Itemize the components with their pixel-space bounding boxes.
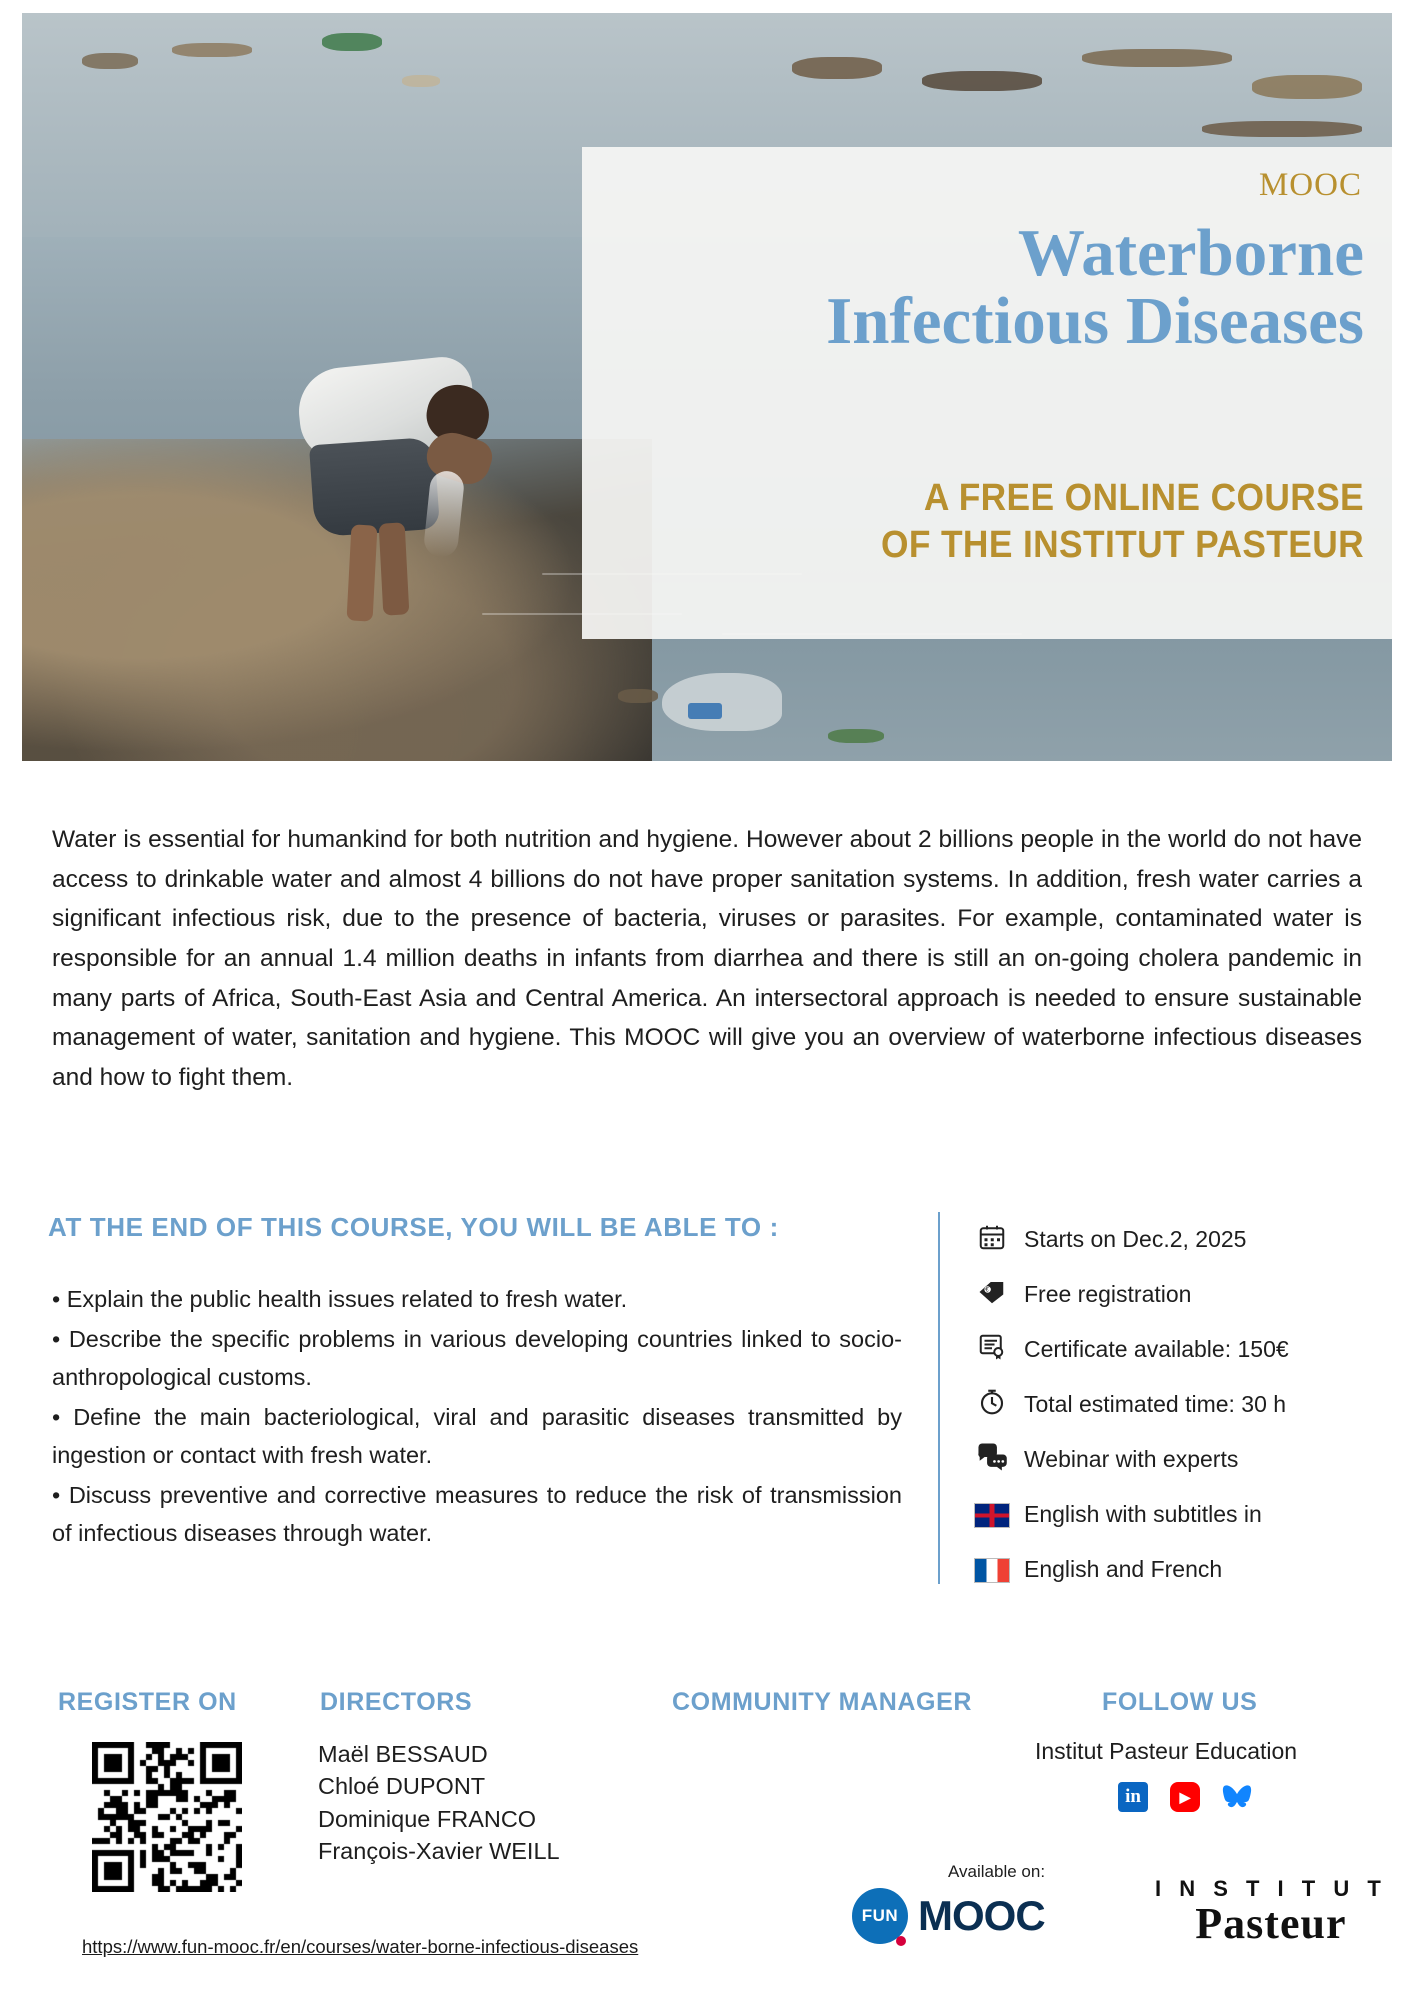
hero-subtitle-line1: A FREE ONLINE COURSE [923, 477, 1364, 519]
info-text: English and French [1024, 1556, 1223, 1582]
price-tag-icon [960, 1277, 1024, 1312]
calendar-icon [960, 1222, 1024, 1257]
objective-item: • Explain the public health issues related to fresh water. [52, 1286, 628, 1312]
fun-mooc-logo [852, 1888, 1045, 1944]
fun-logo-circle: FUN [852, 1888, 908, 1944]
debris [828, 729, 884, 743]
debris [922, 71, 1042, 91]
uk-flag-icon [960, 1501, 1024, 1528]
community-manager-title: COMMUNITY MANAGER [672, 1688, 973, 1716]
certificate-icon [960, 1332, 1024, 1367]
social-links [1118, 1782, 1252, 1812]
svg-text:€: € [985, 1286, 989, 1294]
fun-logo-dot [896, 1936, 906, 1946]
info-text: Starts on Dec.2, 2025 [1024, 1226, 1247, 1252]
info-text: Total estimated time: 30 h [1024, 1391, 1287, 1417]
debris [82, 53, 138, 69]
course-url-link[interactable]: https://www.fun-mooc.fr/en/courses/water-borne-infectious-diseases [82, 1936, 639, 1957]
director-name: Dominique FRANCO [318, 1805, 537, 1832]
hero-subtitle-line2: OF THE INSTITUT PASTEUR [880, 524, 1364, 567]
objective-item: • Describe the specific problems in various developing countries linked to socio-anthropological customs. [52, 1326, 902, 1391]
page-title [604, 216, 1364, 359]
community-manager-name: Institut Pasteur Education [1035, 1738, 1298, 1764]
info-row-language-en [960, 1487, 1380, 1542]
bluesky-icon[interactable] [1222, 1782, 1252, 1812]
debris [792, 57, 882, 79]
mooc-wordmark: MOOC [918, 1892, 1045, 1939]
debris [688, 703, 722, 719]
linkedin-icon[interactable]: in [1118, 1782, 1148, 1812]
debris [1252, 75, 1362, 99]
plastic-bag [662, 673, 782, 731]
director-name: François-Xavier WEILL [318, 1838, 560, 1865]
objective-item: • Discuss preventive and corrective measures to reduce the risk of transmission of infectious diseases through water. [52, 1482, 902, 1547]
info-row-registration [960, 1267, 1380, 1322]
debris [402, 75, 440, 87]
hero-subtitle [657, 475, 1364, 569]
register-on-title: REGISTER ON [58, 1688, 237, 1716]
director-name: Chloé DUPONT [318, 1773, 486, 1800]
available-on-label: Available on: [948, 1862, 1046, 1881]
objectives-list [52, 1280, 902, 1554]
pasteur-logo-line2: Pasteur [1195, 1899, 1347, 1948]
debris [172, 43, 252, 57]
institut-pasteur-logo [1155, 1876, 1387, 1949]
debris [322, 33, 382, 51]
person-washing [277, 343, 497, 643]
clock-icon [960, 1387, 1024, 1422]
info-text: Free registration [1024, 1281, 1192, 1307]
info-row-start-date [960, 1212, 1380, 1267]
directors-list [318, 1738, 560, 1868]
mooc-kicker: MOOC [1258, 167, 1362, 203]
qr-code[interactable] [92, 1742, 242, 1892]
info-text: English with subtitles in [1024, 1501, 1262, 1527]
course-info-list [960, 1212, 1380, 1597]
info-row-language-fr [960, 1542, 1380, 1597]
info-divider [938, 1212, 940, 1584]
intro-paragraph: Water is essential for humankind for both nutrition and hygiene. However about 2 billions people in the world do not have access to drinkable water and almost 4 billions do not have proper sanitation systems. In addition, fresh water carries a significant infectious risk, due to the presence of bacteria, viruses or parasites. For example, contaminated water is responsible for an annual 1.4 million deaths in infants from diarrhea and there is still an on-going cholera pandemic in many parts of Africa, South-East Asia and Central America. An intersectoral approach is needed to ensure sustainable management of water, sanitation and hygiene. This MOOC will give you an overview of waterborne infectious diseases and how to fight them. [52, 826, 1362, 1092]
objective-item: • Define the main bacteriological, viral and parasitic diseases transmitted by ingestion or contact with fresh water. [52, 1404, 902, 1469]
info-text: Certificate available: 150€ [1024, 1336, 1289, 1362]
page-title-line2: Infectious Diseases [826, 284, 1364, 359]
hero-banner [22, 13, 1392, 761]
directors-title: DIRECTORS [320, 1688, 473, 1716]
info-row-webinar [960, 1432, 1380, 1487]
info-row-duration [960, 1377, 1380, 1432]
speech-bubbles-icon [960, 1443, 1024, 1476]
info-text: Webinar with experts [1024, 1446, 1239, 1472]
hero-title-card [582, 147, 1392, 639]
info-row-certificate [960, 1322, 1380, 1377]
france-flag-icon [960, 1556, 1024, 1583]
page-title-line1: Waterborne [1017, 216, 1364, 290]
pasteur-logo-line1: I N S T I T U T [1155, 1876, 1387, 1901]
youtube-icon[interactable]: ▶ [1170, 1782, 1200, 1812]
debris [618, 689, 658, 703]
follow-us-title: FOLLOW US [1102, 1688, 1258, 1716]
objectives-title: AT THE END OF THIS COURSE, YOU WILL BE ABLE TO : [48, 1212, 779, 1242]
director-name: Maël BESSAUD [318, 1741, 488, 1767]
debris [1082, 49, 1232, 67]
debris [1202, 121, 1362, 137]
